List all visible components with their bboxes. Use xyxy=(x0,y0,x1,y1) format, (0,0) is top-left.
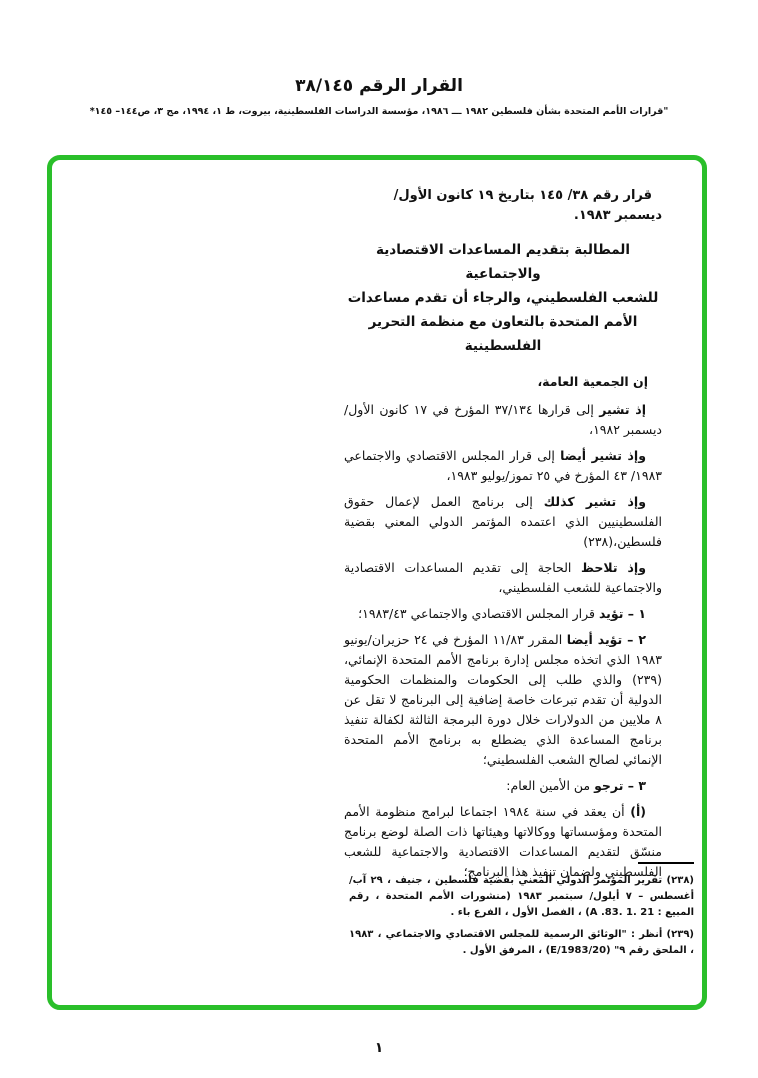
preamble-paragraph xyxy=(344,558,662,598)
preamble-intro: إن الجمعية العامة، xyxy=(537,374,648,389)
preamble-paragraph xyxy=(344,400,662,440)
paragraph-text: إلى قرار المجلس الاقتصادي والاجتماعي ١٩٨٣/ ٤٣ المؤرخ في ٢٥ تموز/يوليو ١٩٨٣، xyxy=(344,448,662,483)
page-header-citation: "قرارات الأمم المتحدة بشأن فلسطين ١٩٨٢ ـــ ١٩٨٦، مؤسسة الدراسات الفلسطينية، بيروت، ط ١، ١٩٩٤، مج ٣، ص١٤٤– ١٤٥* xyxy=(89,106,669,117)
paragraph-text: إلى برنامج العمل لإعمال حقوق الفلسطينيين الذي اعتمده المؤتمر الدولي المعني بقضية فلسطين،(٢٣٨) xyxy=(344,494,662,549)
footnote-divider xyxy=(638,862,694,864)
paragraph-lead: إذ تشير xyxy=(599,402,647,417)
paragraph-text: المقرر ١١/٨٣ المؤرخ في ٢٤ حزيران/يونيو ١٩٨٣ الذي اتخذه مجلس إدارة برنامج الأمم المتحدة الإنمائي،(٢٣٩) والذي طلب إلى الحكومات والمنظمات الحكومية الدولية أن تقدم تبرعات خاصة إضافية إلى البرنامج لا تقل عن ٨ ملايين من الدولارات خلال دورة البرمجة الثالثة لكفالة تنفيذ برنامج المساعدة الذي يضطلع به برنامج الأمم المتحدة الإنمائي لصالح الشعب الفلسطيني؛ xyxy=(344,632,662,767)
paragraph-lead: ٣ – ترجو xyxy=(594,778,646,793)
paragraph-text: إلى قرارها ٣٧/١٣٤ المؤرخ في ١٧ كانون الأول/ ديسمبر ١٩٨٢، xyxy=(344,402,662,437)
footnote xyxy=(349,873,694,921)
footnotes-section xyxy=(349,862,694,965)
operative-paragraph xyxy=(344,604,662,624)
paragraph-lead: وإذ تشير كذلك xyxy=(543,494,646,509)
paragraph-lead: (أ) xyxy=(630,804,646,819)
paragraph-text: الحاجة إلى تقديم المساعدات الاقتصادية والاجتماعية للشعب الفلسطيني، xyxy=(344,560,662,595)
paragraph-text: أن يعقد في سنة ١٩٨٤ اجتماعا لبرامج منظومة الأمم المتحدة ومؤسساتها ووكالاتها وهيئاتها ذات الصلة لوضع برنامج منسّق لتقديم المساعدات الاقتصادية والاجتماعية للشعب الفلسطيني ولضمان تنفيذ هذا البرنامج؛ xyxy=(344,804,662,879)
subject-line: الأمم المتحدة بالتعاون مع منظمة التحرير الفلسطينية xyxy=(368,314,638,354)
footnote-text: تقرير المؤتمر الدولي المعني بقضية فلسطين ، جنيف ، ٢٩ آب/ أغسطس – ٧ أيلول/ سبتمبر ١٩٨٣ (منشورات الأمم المتحدة ، رقم المبيع : A .83. 1. 21) ، الفصل الأول ، الفرع باء . xyxy=(349,875,695,918)
preamble-paragraph xyxy=(344,446,662,486)
resolution-title: قرار رقم ٣٨/ ١٤٥ بتاريخ ١٩ كانون الأول/ ديسمبر ١٩٨٣. xyxy=(393,188,662,223)
resolution-frame xyxy=(47,155,707,1010)
operative-paragraph xyxy=(344,776,662,796)
resolution-body xyxy=(344,186,662,888)
operative-paragraph xyxy=(344,630,662,770)
paragraph-lead: ١ – تؤيد xyxy=(598,606,646,621)
subject-line: للشعب الفلسطيني، والرجاء أن تقدم مساعدات xyxy=(347,290,659,306)
paragraph-lead: ٢ – تؤيد أيضا xyxy=(566,632,646,647)
footnote xyxy=(349,927,694,959)
page-header-title: القرار الرقم ٣٨/١٤٥ xyxy=(295,76,463,96)
paragraph-text: من الأمين العام: xyxy=(506,778,595,793)
footnote-marker: (٢٣٩) xyxy=(666,929,694,940)
paragraph-lead: وإذ تشير أيضا xyxy=(560,448,646,463)
preamble-paragraph xyxy=(344,492,662,552)
resolution-subject xyxy=(344,238,662,358)
subject-line: المطالبة بتقديم المساعدات الاقتصادية والاجتماعية xyxy=(376,242,630,282)
page-number: ١ xyxy=(374,1040,384,1056)
footnote-text: أنظر : "الوثائق الرسمية للمجلس الاقتصادي والاجتماعي ، ١٩٨٣ ، الملحق رقم ٩" (E/1983/20) ، المرفق الأول . xyxy=(349,929,694,956)
paragraph-lead: وإذ تلاحظ xyxy=(580,560,646,575)
footnote-marker: (٢٣٨) xyxy=(666,875,694,886)
paragraph-text: قرار المجلس الاقتصادي والاجتماعي ١٩٨٣/٤٣؛ xyxy=(358,606,599,621)
